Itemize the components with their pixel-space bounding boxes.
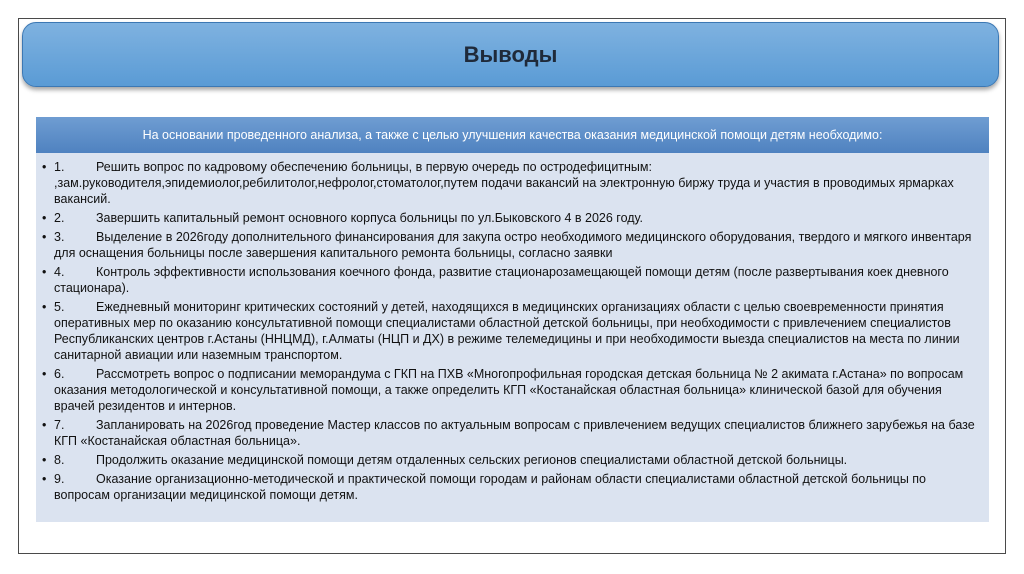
item-text: Продолжить оказание медицинской помощи детям отдаленных сельских регионов специалистами областной детской больницы. <box>96 453 848 467</box>
bullet-icon: • <box>42 367 47 381</box>
list-item <box>42 159 975 207</box>
list-item <box>42 210 975 226</box>
bullet-icon: • <box>42 418 47 432</box>
bullet-icon: • <box>42 265 47 279</box>
bullet-icon: • <box>42 472 47 486</box>
slide-title: Выводы <box>463 41 558 67</box>
item-number: 6. <box>54 367 65 381</box>
item-text: Контроль эффективности использования коечного фонда, развитие стационарозамещающей помощи детям (после развертывания коек дневного стационара). <box>54 265 949 295</box>
list-item <box>42 366 975 414</box>
list-item <box>42 417 975 449</box>
item-number: 1. <box>54 160 65 174</box>
list-item <box>42 264 975 296</box>
bullet-icon: • <box>42 453 47 467</box>
slide-frame <box>18 18 1006 554</box>
item-text: Ежедневный мониторинг критических состояний у детей, находящихся в медицинских организациях области с целью своевременности принятия оперативных мер по оказанию консультативной помощи специалистами областной детской больницы, при необходимости с привлечением специалистов Республиканских центров г.Астаны (ННЦМД), г.Алматы (НЦП и ДХ) в режиме телемедицины и при необходимости выезда специалистов на места по линии санитарной авиации или наземным транспортом. <box>54 300 960 362</box>
item-text: Запланировать на 2026год проведение Мастер классов по актуальным вопросам с привлечением ведущих специалистов ближнего зарубежья на базе КГП «Костанайская областная больница». <box>54 418 975 448</box>
conclusions-list <box>36 153 989 503</box>
conclusions-header: На основании проведенного анализа, а также с целью улучшения качества оказания медицинской помощи детям необходимо: <box>36 117 989 153</box>
list-item <box>42 299 975 363</box>
item-number: 4. <box>54 265 65 279</box>
item-text: Оказание организационно-методической и практической помощи городам и районам области специалистами областной детской больницы по вопросам организации медицинской помощи детям. <box>54 472 926 502</box>
item-number: 7. <box>54 418 65 432</box>
bullet-icon: • <box>42 230 47 244</box>
item-number: 3. <box>54 230 65 244</box>
bullet-icon: • <box>42 300 47 314</box>
item-number: 2. <box>54 211 65 225</box>
item-text: Решить вопрос по кадровому обеспечению больницы, в первую очередь по остродефицитным: ,зам.руководителя,эпидемиолог,ребилитолог,нефролог,стоматолог,путем подачи вакансий на электронную биржу труда и участия в проводимых ярмарках вакансий. <box>54 160 954 206</box>
item-text: Выделение в 2026году дополнительного финансирования для закупа остро необходимого медицинского оборудования, твердого и мягкого инвентаря для оснащения больницы после завершения капитального ремонта больницы, согласно заявки <box>54 230 972 260</box>
item-text: Завершить капитальный ремонт основного корпуса больницы по ул.Быковского 4 в 2026 году. <box>96 211 644 225</box>
list-item <box>42 471 975 503</box>
bullet-icon: • <box>42 211 47 225</box>
item-text: Рассмотреть вопрос о подписании меморандума с ГКП на ПХВ «Многопрофильная городская детская больница № 2 акимата г.Астана» по вопросам оказания методологической и консультативной помощи, а также определить КГП «Костанайская областная больница» клинической базой для обучения врачей резидентов и интернов. <box>54 367 964 413</box>
item-number: 9. <box>54 472 65 486</box>
item-number: 8. <box>54 453 65 467</box>
title-bar <box>22 22 999 87</box>
list-item <box>42 452 975 468</box>
conclusions-box <box>36 117 989 522</box>
list-item <box>42 229 975 261</box>
bullet-icon: • <box>42 160 47 174</box>
item-number: 5. <box>54 300 65 314</box>
